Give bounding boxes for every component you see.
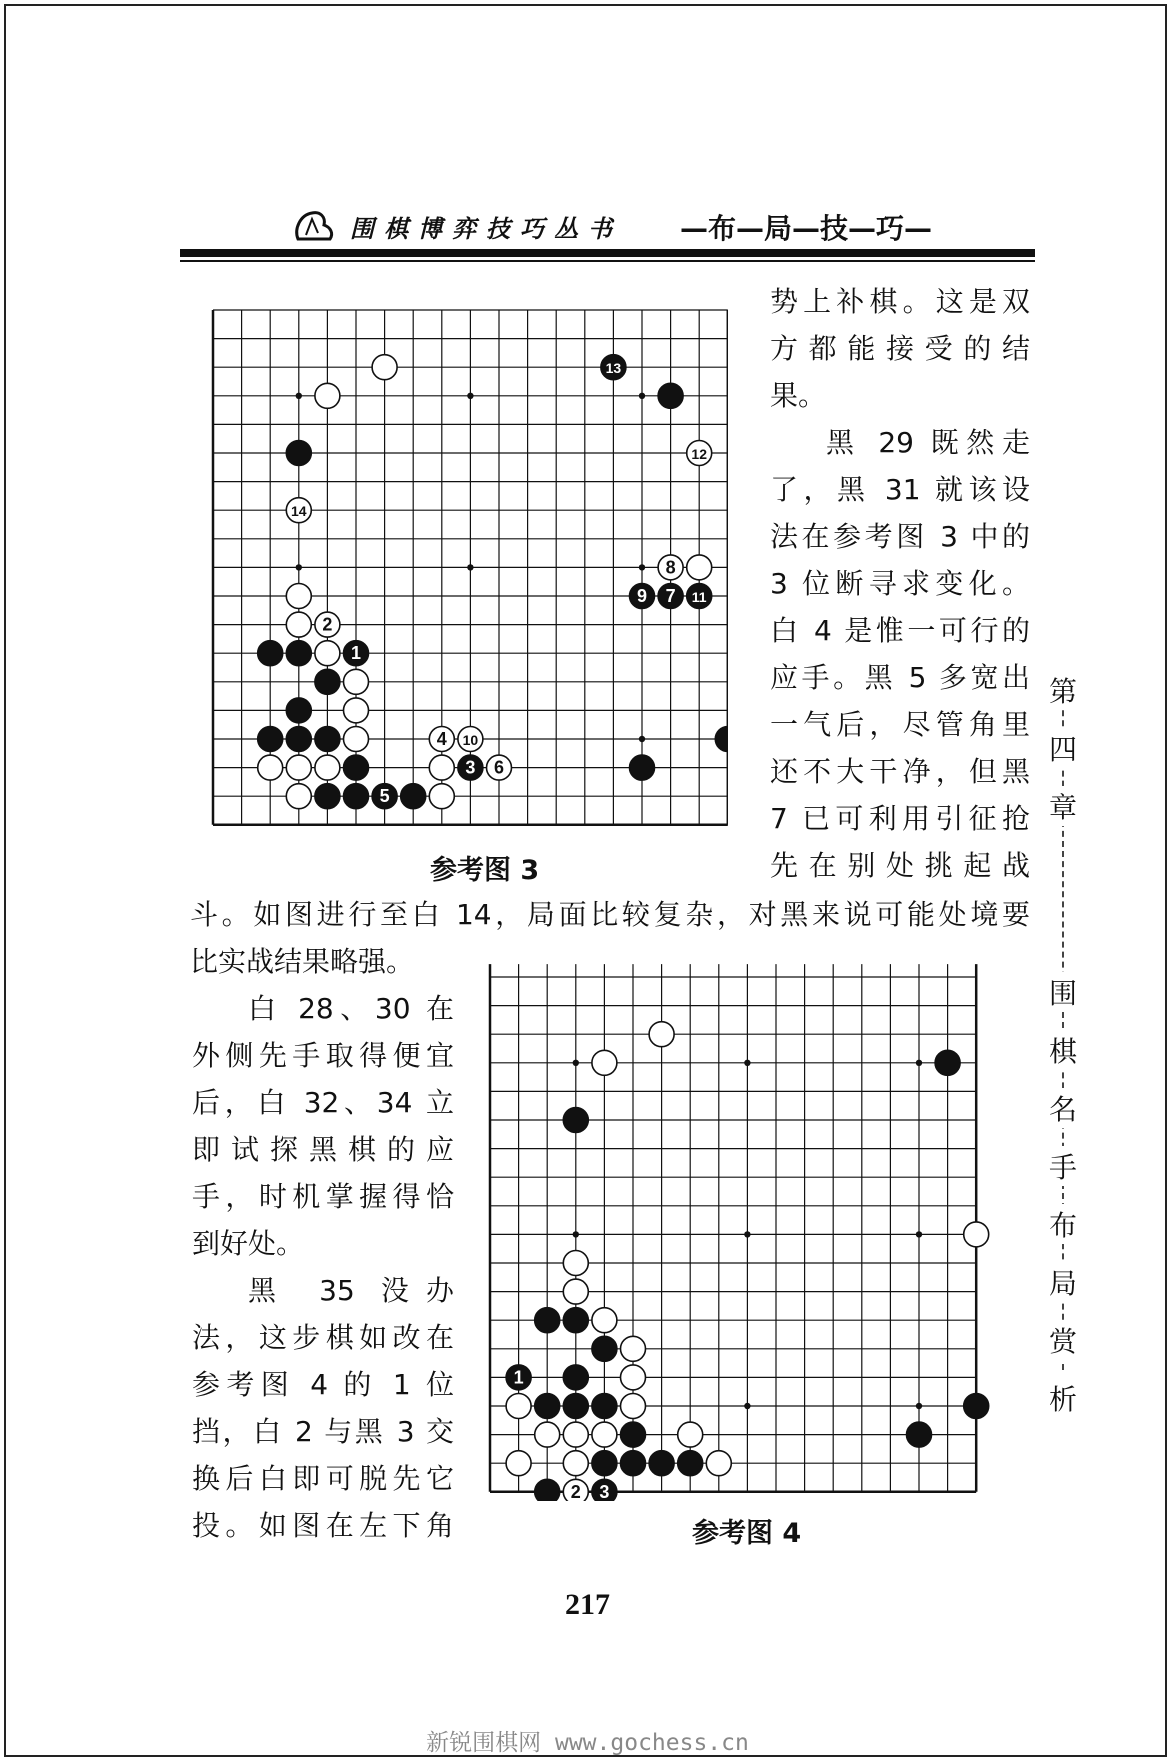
left-column-line: 参考图 4 的 1 位 <box>192 1368 454 1401</box>
star-point <box>744 1231 750 1237</box>
star-point <box>916 1403 922 1409</box>
stone-move-number: 2 <box>570 1481 581 1501</box>
stone-move-number: 1 <box>513 1367 524 1388</box>
right-column-line: 黑 29 既然走 <box>826 426 1030 459</box>
star-point <box>467 393 473 399</box>
black-stone <box>315 727 340 752</box>
star-point <box>639 393 645 399</box>
black-stone <box>258 641 283 666</box>
black-stone <box>315 669 340 694</box>
side-label-char: 棋 <box>1045 1030 1081 1070</box>
side-label-char: 布 <box>1045 1204 1081 1244</box>
black-stone <box>658 383 683 408</box>
board-grid <box>490 964 976 1492</box>
star-point <box>639 736 645 742</box>
stone-move-number: 9 <box>636 586 648 606</box>
white-stone <box>563 1251 588 1276</box>
right-column-line: 白 4 是惟一可行的 <box>770 614 1030 647</box>
black-stone <box>563 1108 588 1133</box>
star-point <box>744 1060 750 1066</box>
book-title: —布—局—技—巧— <box>680 212 933 245</box>
stone-move-number: 1 <box>350 643 362 664</box>
white-stone <box>592 1422 617 1447</box>
star-point <box>744 1403 750 1409</box>
star-point <box>573 1231 579 1237</box>
black-stone <box>563 1365 588 1390</box>
stone-move-number: 8 <box>665 557 676 578</box>
star-point <box>916 1060 922 1066</box>
star-point <box>916 1231 922 1237</box>
black-stone <box>258 727 283 752</box>
stone-move-number: 6 <box>493 757 505 778</box>
black-stone <box>964 1394 989 1419</box>
black-stone <box>563 1394 588 1419</box>
white-stone <box>563 1422 588 1447</box>
right-column-line: 了，黑 31 就该设 <box>770 473 1030 506</box>
black-stone <box>315 784 340 809</box>
black-stone <box>715 727 728 752</box>
right-column-line: 3 位断寻求变化。 <box>770 567 1030 600</box>
stone-move-number: 7 <box>665 586 676 606</box>
full-width-line-1: 斗。如图进行至白 14，局面比较复杂，对黑来说可能处境要 <box>190 898 1030 931</box>
stone-move-number: 5 <box>379 786 390 807</box>
white-stone <box>286 584 311 609</box>
left-column-line: 投。如图在左下角 <box>192 1509 454 1542</box>
white-stone <box>344 698 369 723</box>
stone-move-number: 11 <box>691 589 707 605</box>
side-label-char: 四 <box>1045 728 1081 768</box>
stone-move-number: 14 <box>291 503 307 520</box>
white-stone <box>315 641 340 666</box>
left-column-line: 挡，白 2 与黑 3 交 <box>192 1415 454 1448</box>
black-stone <box>649 1451 674 1476</box>
stone-move-number: 13 <box>605 360 622 377</box>
side-chapter-label <box>1043 670 1083 1416</box>
white-stone <box>286 612 311 637</box>
side-label-char: 手 <box>1045 1146 1081 1186</box>
white-stone <box>706 1451 731 1476</box>
black-stone <box>592 1336 617 1361</box>
star-point <box>296 564 302 570</box>
white-stone <box>315 383 340 408</box>
white-stone <box>592 1308 617 1333</box>
white-stone <box>429 755 454 780</box>
left-column-line: 外侧先手取得便宜 <box>192 1039 454 1072</box>
white-stone <box>344 669 369 694</box>
black-stone <box>678 1451 703 1476</box>
white-stone <box>678 1422 703 1447</box>
right-column-line: 应手。黑 5 多宽出 <box>770 661 1030 694</box>
white-stone <box>621 1365 646 1390</box>
stone-move-number: 12 <box>691 446 707 462</box>
black-stone <box>401 784 426 809</box>
black-stone <box>563 1308 588 1333</box>
black-stone <box>935 1050 960 1075</box>
white-stone <box>258 755 283 780</box>
left-column-line: 黑 35 没办 <box>248 1274 454 1307</box>
star-point <box>296 393 302 399</box>
header-rule-thin <box>180 260 1035 262</box>
stone-move-number: 10 <box>462 732 479 748</box>
series-title: 围棋博弈技巧丛书 <box>350 214 622 243</box>
white-stone <box>372 355 397 380</box>
left-column-line: 白 28、30 在 <box>248 992 454 1025</box>
white-stone <box>563 1451 588 1476</box>
side-label-char: 章 <box>1045 786 1081 826</box>
right-column-line: 7 已可利用引征抢 <box>770 802 1030 835</box>
black-stone <box>592 1394 617 1419</box>
left-column-line: 到好处。 <box>192 1227 305 1260</box>
full-width-line-2: 比实战结果略强。 <box>190 945 415 978</box>
left-column-line: 手，时机掌握得恰 <box>192 1180 454 1213</box>
side-label-char: 析 <box>1045 1378 1081 1418</box>
white-stone <box>592 1050 617 1075</box>
series-logo-icon <box>290 205 340 245</box>
left-column-line: 法，这步棋如改在 <box>192 1321 454 1354</box>
side-label-char: 赏 <box>1045 1320 1081 1360</box>
header-rule <box>180 249 1035 257</box>
white-stone <box>286 755 311 780</box>
white-stone <box>649 1022 674 1047</box>
white-stone <box>315 755 340 780</box>
white-stone <box>687 555 712 580</box>
page-number: 217 <box>565 1588 610 1621</box>
black-stone <box>286 441 311 466</box>
right-column-line: 势上补棋。这是双 <box>770 285 1030 318</box>
side-label-char: 局 <box>1045 1262 1081 1302</box>
stone-move-number: 3 <box>599 1481 610 1501</box>
stone-move-number: 4 <box>436 729 447 749</box>
figure-4-caption: 参考图 4 <box>692 1518 802 1549</box>
right-column-line: 还不大干净，但黑 <box>770 755 1030 788</box>
star-point <box>573 1060 579 1066</box>
white-stone <box>621 1336 646 1361</box>
black-stone <box>630 755 655 780</box>
right-column-line: 果。 <box>770 379 827 412</box>
right-column-line: 法在参考图 3 中的 <box>770 520 1030 553</box>
left-column-line: 即试探黑棋的应 <box>192 1133 454 1166</box>
black-stone <box>286 727 311 752</box>
black-stone <box>621 1451 646 1476</box>
white-stone <box>429 784 454 809</box>
watermark: 新锐围棋网 www.gochess.cn <box>426 1730 749 1756</box>
black-stone <box>535 1394 560 1419</box>
side-label-char: 名 <box>1045 1088 1081 1128</box>
left-column-text <box>192 985 454 1549</box>
white-stone <box>964 1222 989 1247</box>
right-column-text <box>770 278 1030 889</box>
side-label-char: 第 <box>1045 670 1081 710</box>
black-stone <box>907 1422 932 1447</box>
left-column-line: 换后白即可脱先它 <box>192 1462 454 1495</box>
white-stone <box>535 1422 560 1447</box>
right-column-line: 一气后，尽管角里 <box>770 708 1030 741</box>
stone-move-number: 3 <box>465 757 476 778</box>
white-stone <box>506 1451 531 1476</box>
stone-move-number: 2 <box>322 614 333 635</box>
go-board-figure-3 <box>207 300 728 833</box>
star-point <box>467 564 473 570</box>
star-point <box>639 564 645 570</box>
black-stone <box>592 1451 617 1476</box>
white-stone <box>563 1279 588 1304</box>
go-board-figure-4 <box>476 963 1014 1501</box>
black-stone <box>621 1422 646 1447</box>
black-stone <box>286 641 311 666</box>
black-stone <box>286 698 311 723</box>
black-stone <box>344 755 369 780</box>
page-header <box>180 205 1035 261</box>
right-column-line: 方都能接受的结 <box>770 332 1030 365</box>
black-stone <box>535 1479 560 1501</box>
figure-3-caption: 参考图 3 <box>430 855 540 886</box>
side-label-char: 围 <box>1045 972 1081 1012</box>
right-column-line: 先在别处挑起战 <box>770 849 1030 882</box>
black-stone <box>535 1308 560 1333</box>
black-stone <box>344 784 369 809</box>
white-stone <box>344 727 369 752</box>
left-column-line: 后，白 32、34 立 <box>192 1086 454 1119</box>
white-stone <box>286 784 311 809</box>
white-stone <box>621 1394 646 1419</box>
white-stone <box>506 1394 531 1419</box>
